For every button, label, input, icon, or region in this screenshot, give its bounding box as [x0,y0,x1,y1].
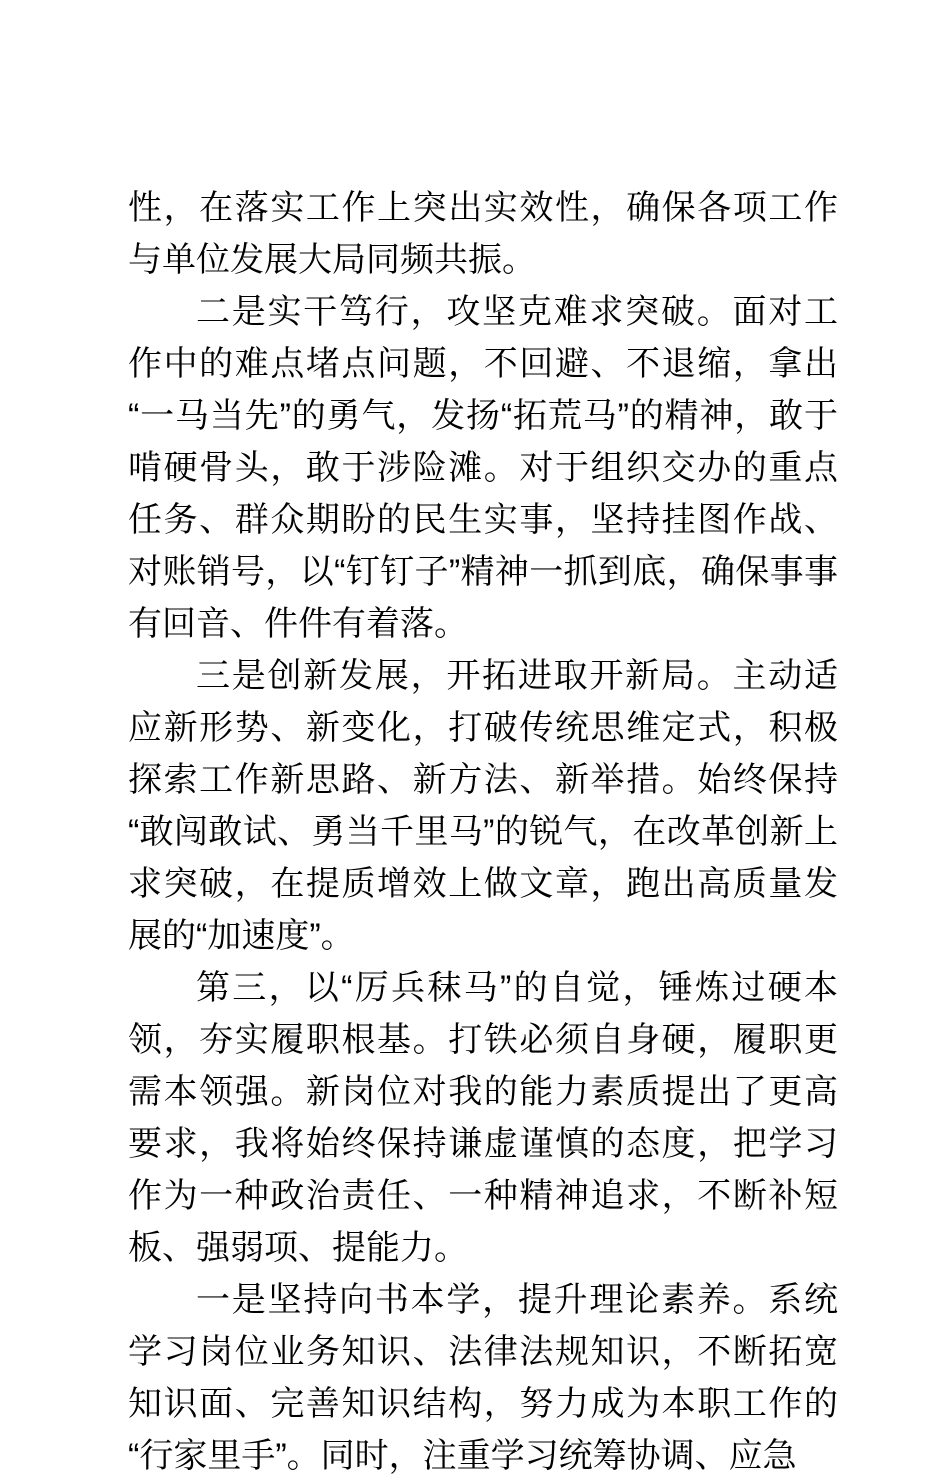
document-text-body [128,182,838,1482]
paragraph-5: 一是坚持向书本学，提升理论素养。系统学习岗位业务知识、法律法规知识，不断拓宽知识面、完善知识结构，努力成为本职工作的“行家里手”。同时，注重学习统筹协调、应急 [128,1281,838,1475]
paragraph-1: 性，在落实工作上突出实效性，确保各项工作与单位发展大局同频共振。 [128,189,838,279]
paragraph-3: 三是创新发展，开拓进取开新局。主动适应新形势、新变化，打破传统思维定式，积极探索工作新思路、新方法、新举措。始终保持“敢闯敢试、勇当千里马”的锐气，在改革创新上求突破，在提质增效上做文章，跑出高质量发展的“加速度”。 [128,657,838,955]
paragraph-4: 第三，以“厉兵秣马”的自觉，锤炼过硬本领，夯实履职根基。打铁必须自身硬，履职更需本领强。新岗位对我的能力素质提出了更高要求，我将始终保持谦虚谨慎的态度，把学习作为一种政治责任、一种精神追求，不断补短板、强弱项、提能力。 [128,969,838,1267]
paragraph-2: 二是实干笃行，攻坚克难求突破。面对工作中的难点堵点问题，不回避、不退缩，拿出“一马当先”的勇气，发扬“拓荒马”的精神，敢于啃硬骨头，敢于涉险滩。对于组织交办的重点任务、群众期盼的民生实事，坚持挂图作战、对账销号，以“钉钉子”精神一抓到底，确保事事有回音、件件有着落。 [128,293,838,643]
